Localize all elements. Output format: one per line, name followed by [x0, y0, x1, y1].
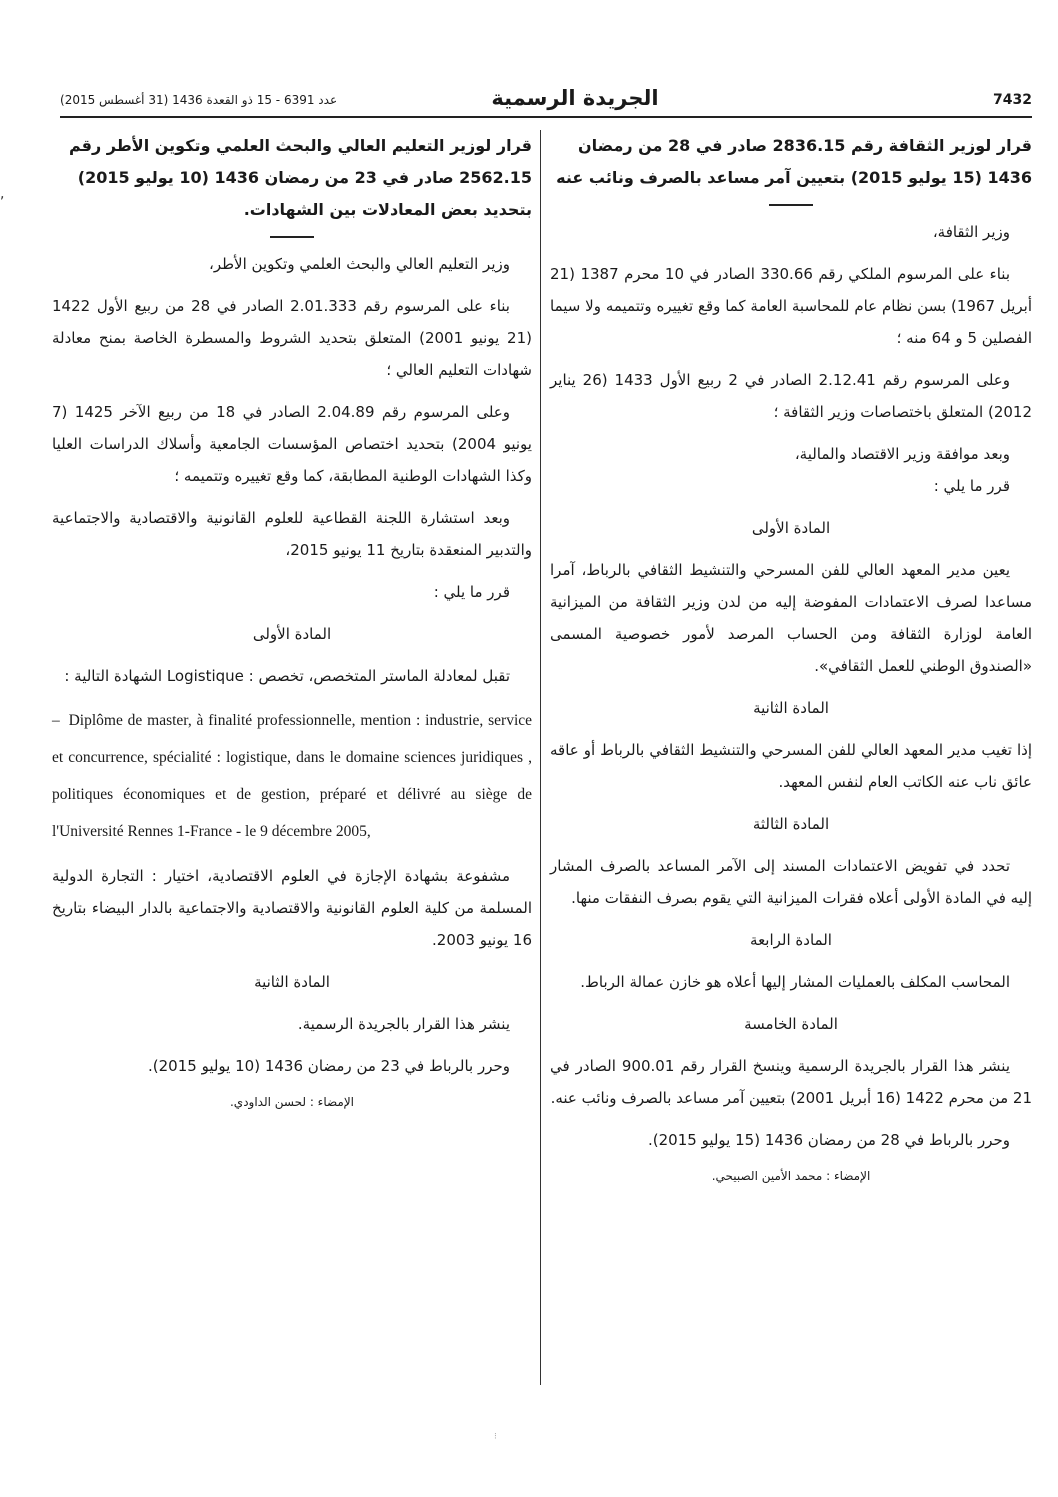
done-at-line: وحرر بالرباط في 28 من رمضان 1436 (15 يوليو 2015).: [648, 1131, 1010, 1149]
article-text: إذا تغيب مدير المعهد العالي للفن المسرحي والتنشيط الثقافي بالرباط أو عاقه عائق ناب عنه الكاتب العام لنفس المعهد.: [550, 741, 1032, 791]
gazette-title: الجريدة الرسمية: [491, 86, 659, 110]
decree-culture: [550, 130, 1032, 1186]
article-heading: المادة الأولى: [751, 519, 831, 537]
article-text: مشفوعة بشهادة الإجازة في العلوم الاقتصادية، اختيار : التجارة الدولية المسلمة من كلية العلوم القانونية والاقتصادية والاجتماعية بالدار البيضاء بتاريخ 16 يونيو 2003.: [52, 867, 532, 949]
article-text: المحاسب المكلف بالعمليات المشار إليها أعلاه هو خازن عمالة الرباط.: [580, 973, 1010, 991]
list-dash: –: [52, 712, 60, 729]
decree-title: قرار لوزير الثقافة رقم 2836.15 صادر في 28 من رمضان 1436 (15 يوليو 2015) بتعيين آمر مساعد بالصرف ونائب عنه: [556, 136, 1032, 187]
article-heading: المادة الرابعة: [750, 931, 832, 949]
signature: الإمضاء : لحسن الداودي.: [229, 1095, 354, 1109]
done-at-line: وحرر بالرباط في 23 من رمضان 1436 (10 يوليو 2015).: [148, 1057, 510, 1075]
decides-line: قرر ما يلي :: [433, 583, 510, 601]
decree-title: قرار لوزير التعليم العالي والبحث العلمي وتكوين الأطر رقم 2562.15 صادر في 23 من رمضان 1436 (10 يوليو 2015) بتحديد بعض المعادلات بين الشهادات.: [68, 136, 532, 219]
article-heading: المادة الثالثة: [752, 815, 830, 833]
signature: الإمضاء : محمد الأمين الصبيحي.: [711, 1169, 871, 1183]
preamble-paragraph: بناء على المرسوم رقم 2.01.333 الصادر في 28 من ربيع الأول 1422 (21 يونيو 2001) المتعلق بتحديد الشروط والمسطرة الخاصة بمنح معادلة شهادات التعليم العالي ؛: [52, 297, 532, 379]
preamble-paragraph: وعلى المرسوم رقم 2.12.41 الصادر في 2 ربيع الأول 1433 (26 يناير 2012) المتعلق باختصاصات وزير الثقافة ؛: [550, 371, 1032, 421]
title-separator: [270, 236, 314, 238]
article-heading: المادة الأولى: [252, 625, 332, 643]
article-heading: المادة الخامسة: [744, 1015, 838, 1033]
preamble-paragraph: وبعد استشارة اللجنة القطاعية للعلوم القانونية والاقتصادية والاجتماعية والتدبير المنعقدة بتاريخ 11 يونيو 2015،: [52, 509, 532, 559]
article-heading: المادة الثانية: [753, 699, 829, 717]
article-text: ينشر هذا القرار بالجريدة الرسمية وينسخ القرار رقم 900.01 الصادر في 21 من محرم 1422 (16 أبريل 2001) بتعيين آمر مساعد بالصرف ونائب عنه.: [550, 1057, 1032, 1107]
title-separator: [769, 204, 813, 206]
scan-speck: ⁝: [494, 1432, 497, 1442]
decides-line: قرر ما يلي :: [933, 477, 1010, 495]
decree-higher-education: [52, 130, 532, 1112]
page-header: [60, 84, 1032, 118]
edge-mark: ,: [0, 186, 5, 202]
article-text: ينشر هذا القرار بالجريدة الرسمية.: [297, 1015, 510, 1033]
article-heading: المادة الثانية: [254, 973, 330, 991]
article-text: يعين مدير المعهد العالي للفن المسرحي والتنشيط الثقافي بالرباط، آمرا مساعدا لصرف الاعتمادات المفوضة إليه من لدن وزير الثقافة من الميزانية العامة لوزارة الثقافة ومن الحساب المرصد لأمور خصوصية المسمى «الصندوق الوطني للعمل الثقافي».: [550, 561, 1032, 675]
article-text: تحدد في تفويض الاعتمادات المسند إلى الآمر المساعد بالصرف المشار إليه في المادة الأولى أعلاه فقرات الميزانية التي يقوم بصرف النفقات منها.: [550, 857, 1032, 907]
article-text: تقبل لمعادلة الماستر المتخصص، تخصص : Logistique الشهادة التالية :: [64, 667, 510, 685]
preamble-paragraph: وعلى المرسوم رقم 2.04.89 الصادر في 18 من ربيع الآخر 1425 (7 يونيو 2004) بتحديد اختصاص المؤسسات الجامعية وأسلاك الدراسات العليا وكذا الشهادات الوطنية المطابقة، كما وقع تغييره وتتميمه ؛: [52, 403, 532, 485]
page-number: 7432: [993, 92, 1032, 108]
minister-line: وزير التعليم العالي والبحث العلمي وتكوين الأطر،: [209, 255, 510, 273]
minister-line: وزير الثقافة،: [932, 223, 1010, 241]
preamble-paragraph: وبعد موافقة وزير الاقتصاد والمالية،: [794, 445, 1010, 463]
diploma-text: Diplôme de master, à finalité professionnelle, mention : industrie, service et concurrence, spécialité : logistique, dans le domaine sciences juridiques , politiques économiques et de gestion, préparé et délivré au siège de l'Université Rennes 1-France - le 9 décembre 2005,: [52, 712, 533, 840]
preamble-paragraph: بناء على المرسوم الملكي رقم 330.66 الصادر في 10 محرم 1387 (21 أبريل 1967) بسن نظام عام للمحاسبة العامة كما وقع تغييره وتتميمه ولا سيما الفصلين 5 و 64 منه ؛: [550, 265, 1033, 347]
diploma-description: [52, 702, 532, 850]
issue-info: عدد 6391 - 15 ذو القعدة 1436 (31 أغسطس 2015): [60, 93, 338, 107]
column-divider: [540, 130, 541, 1385]
